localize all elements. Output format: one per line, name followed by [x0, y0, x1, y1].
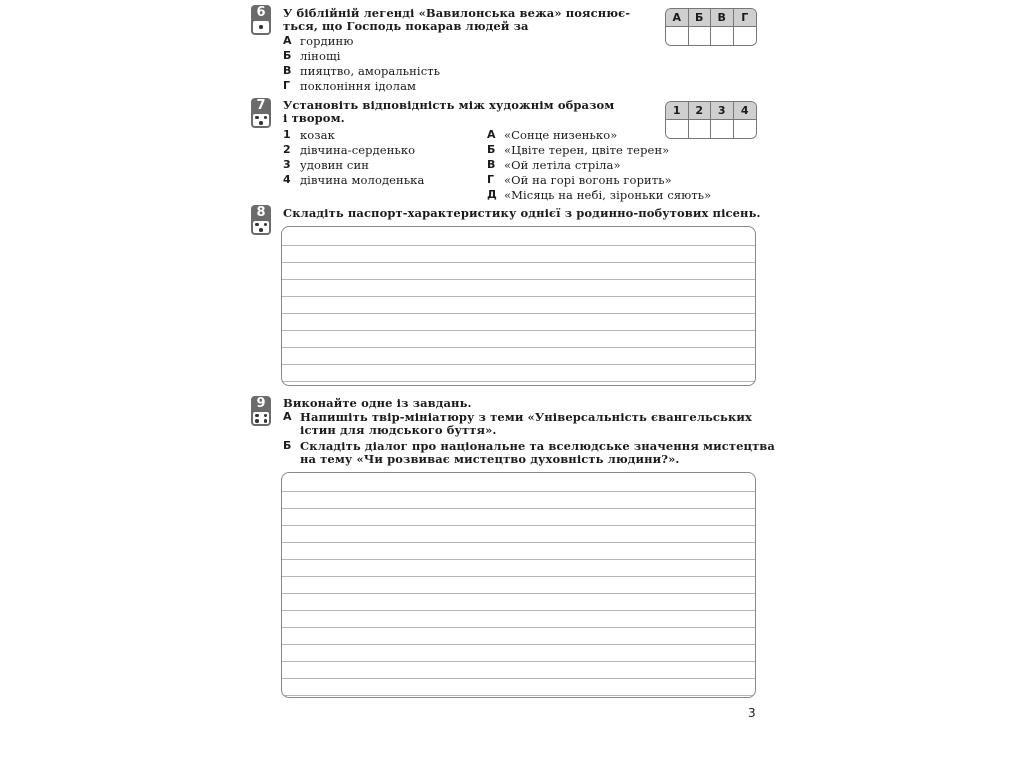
grid-header: В	[711, 9, 734, 27]
difficulty-dots	[253, 221, 269, 233]
option-letter: А	[283, 34, 292, 47]
grid-header: 2	[689, 102, 712, 120]
answer-grid-q6	[665, 8, 757, 46]
page-number: 3	[748, 706, 756, 720]
difficulty-dots	[253, 412, 269, 424]
question-9-badge	[251, 396, 271, 426]
difficulty-dots	[253, 114, 269, 126]
answer-cell[interactable]	[734, 120, 757, 138]
option-letter: В	[487, 158, 496, 171]
question-7-text-line2: і твором.	[283, 111, 345, 125]
answer-cell[interactable]	[666, 27, 689, 45]
question-6-badge	[251, 5, 271, 35]
answer-grid-q7	[665, 101, 757, 139]
item-text: дівчина молоденька	[300, 173, 425, 187]
answer-cell[interactable]	[734, 27, 757, 45]
grid-header: Б	[689, 9, 712, 27]
grid-header: 1	[666, 102, 689, 120]
answer-writing-area-q8[interactable]	[281, 226, 756, 386]
option-letter: Б	[283, 49, 292, 62]
option-letter: Д	[487, 188, 497, 201]
option-text-line1: Складіть діалог про національне та вселюдське значення мистецтва	[300, 439, 775, 453]
question-6-number: 6	[256, 5, 266, 20]
option-text: «Місяць на небі, зіроньки сяють»	[504, 188, 712, 202]
option-text: гординю	[300, 34, 354, 48]
option-text-line2: істин для людського буття».	[300, 423, 497, 437]
answer-cell[interactable]	[711, 27, 734, 45]
option-letter: Г	[487, 173, 495, 186]
item-text: удовин син	[300, 158, 370, 172]
option-text: «Цвіте терен, цвіте терен»	[504, 143, 670, 157]
option-text: «Ой летіла стріла»	[504, 158, 621, 172]
option-letter: Б	[283, 439, 292, 452]
question-8-text: Складіть паспорт-характеристику однієї з родинно-побутових пісень.	[283, 206, 761, 220]
option-letter: А	[487, 128, 496, 141]
question-7-number: 7	[256, 98, 266, 113]
item-text: дівчина-серденько	[300, 143, 416, 157]
option-text: пияцтво, аморальність	[300, 64, 441, 78]
item-number: 2	[283, 143, 291, 156]
question-8-number: 8	[256, 205, 266, 220]
option-text: поклоніння ідолам	[300, 79, 417, 93]
option-text-line1: Напишіть твір-мініатюру з теми «Універсальність євангельських	[300, 410, 752, 424]
answer-writing-area-q9[interactable]	[281, 472, 756, 698]
grid-header: 4	[734, 102, 757, 120]
question-9-number: 9	[256, 396, 266, 411]
item-number: 1	[283, 128, 291, 141]
option-letter: Б	[487, 143, 496, 156]
question-9-text: Виконайте одне із завдань.	[283, 396, 472, 410]
answer-cell[interactable]	[689, 27, 712, 45]
option-text: лінощі	[300, 49, 341, 63]
option-letter: В	[283, 64, 292, 77]
question-7-text-line1: Установіть відповідність між художнім образом	[283, 98, 615, 112]
question-7-badge	[251, 98, 271, 128]
item-text: козак	[300, 128, 335, 142]
option-letter: А	[283, 410, 292, 423]
grid-header: Г	[734, 9, 757, 27]
difficulty-dots	[253, 21, 269, 33]
option-letter: Г	[283, 79, 291, 92]
grid-header: 3	[711, 102, 734, 120]
item-number: 4	[283, 173, 291, 186]
question-8-badge	[251, 205, 271, 235]
item-number: 3	[283, 158, 291, 171]
answer-cell[interactable]	[711, 120, 734, 138]
option-text: «Ой на горі вогонь горить»	[504, 173, 672, 187]
question-6-text-line2: ться, що Господь покарав людей за	[283, 19, 529, 33]
answer-cell[interactable]	[666, 120, 689, 138]
answer-cell[interactable]	[689, 120, 712, 138]
option-text-line2: на тему «Чи розвиває мистецтво духовність людини?».	[300, 452, 680, 466]
question-6-text-line1: У біблійній легенді «Вавилонська вежа» пояснює-	[283, 6, 631, 20]
option-text: «Сонце низенько»	[504, 128, 618, 142]
grid-header: А	[666, 9, 689, 27]
